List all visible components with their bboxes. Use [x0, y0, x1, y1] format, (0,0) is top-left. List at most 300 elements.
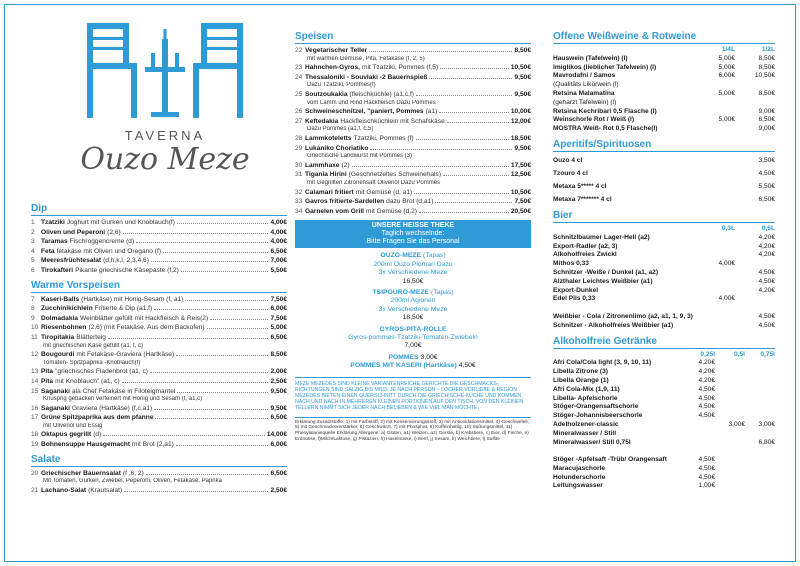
- drink-price: [685, 439, 715, 448]
- drink-name: Edel Pils 0,33: [553, 295, 596, 303]
- item-dots: [439, 107, 509, 113]
- item-dots: [154, 304, 268, 310]
- drink-name: Mavrodafni / Samos: [553, 72, 616, 80]
- item-price: 10,00€: [510, 108, 531, 116]
- drink-price: [715, 412, 745, 421]
- item-name: Oliven und Peperoni: [41, 228, 106, 236]
- item-name: Tzatziki: [41, 219, 65, 226]
- menu-item: [31, 228, 287, 238]
- menu-item: [295, 170, 531, 180]
- item-price: 12,00€: [510, 117, 531, 125]
- item-dots: [429, 73, 512, 79]
- item-number: 12: [31, 351, 39, 359]
- drink-price: [699, 99, 735, 108]
- item-description: Tzatziki, Pommes (f): [353, 134, 414, 142]
- item-subtext: Dazu Pommes (a1,f, c,5): [307, 126, 374, 133]
- drink-name: Libella Orange (1): [553, 376, 609, 384]
- item-name: Schweineschnitzel, "paniert, Pommes: [305, 108, 424, 116]
- drink-price: [699, 251, 735, 260]
- pommes-kaseri-label: POMMES MIT KASERI (Hartkäse): [350, 362, 457, 370]
- item-price: 5,00€: [270, 324, 287, 332]
- drink-price: 5,00€: [718, 89, 735, 97]
- drink-price: 4,50€: [698, 473, 715, 481]
- item-number: 16: [31, 404, 39, 412]
- drink-price: [699, 287, 735, 296]
- item-name: Gavros fritierte-Sardellen: [305, 198, 385, 206]
- menu-item: [31, 440, 287, 450]
- special-line1: 200ml Ouzo Plomari Dazu: [373, 260, 453, 268]
- menu-item: [31, 333, 287, 343]
- drink-price: 4,00€: [718, 295, 735, 303]
- item-dots: [416, 134, 509, 140]
- item-number: 10: [31, 324, 39, 332]
- item-number: 3: [31, 238, 35, 246]
- item-dots: [177, 218, 269, 224]
- item-dots: [136, 237, 268, 243]
- item-price: 4,00€: [270, 219, 287, 226]
- drink-name: Afri Cola-Mix (1,9, 11): [553, 385, 620, 393]
- menu-item: [31, 323, 287, 333]
- drink-price: [745, 368, 775, 377]
- drink-price: [745, 482, 775, 491]
- logo-taverna-text: TAVERNA: [124, 128, 206, 143]
- drink-price: 5,50€: [758, 182, 775, 190]
- item-price: 10,50€: [510, 64, 531, 72]
- item-number: 22: [295, 47, 303, 54]
- menu-item: [31, 314, 287, 324]
- item-dots: [123, 228, 269, 234]
- item-name: Meeresfrüchtesalat: [41, 257, 102, 265]
- item-price: 17,50€: [510, 161, 531, 169]
- item-dots: [146, 469, 269, 475]
- special-line1: Gyros-pommes-Tzatziki-Tomaten-Zwiebeln: [348, 333, 478, 341]
- item-price: 9,50€: [514, 90, 531, 98]
- item-number: 33: [295, 198, 303, 206]
- item-subtext: Tomaten- Spitzpaprika -Knoblauch(f): [43, 359, 141, 366]
- item-dots: [176, 350, 268, 356]
- drink-price: [745, 456, 775, 465]
- drink-price: [715, 395, 745, 404]
- drink-price: 4,20€: [758, 242, 775, 250]
- menu-item: [295, 207, 531, 217]
- item-number: 5: [31, 257, 35, 265]
- item-dots: [352, 161, 509, 167]
- item-number: 6: [31, 266, 35, 274]
- drink-price: [745, 412, 775, 421]
- item-dots: [176, 440, 269, 446]
- menu-item: [295, 161, 531, 171]
- section-title-bier: Bier: [553, 210, 775, 223]
- drink-name: Schnitzer - Alkoholfreies Weißbier (a1): [553, 321, 674, 329]
- item-dots: [419, 207, 509, 213]
- drink-price: [715, 386, 745, 395]
- item-subtext: mit Gegrillten Zitronensaft Olivenöl Dazu Pommes: [307, 179, 441, 186]
- drink-name: Weinschorle Rot / Weiß (l): [553, 116, 635, 124]
- menu-page: [4, 4, 796, 562]
- drink-name: Holunderschorle: [553, 473, 606, 481]
- item-dots: [370, 144, 512, 150]
- item-number: 30: [295, 161, 303, 169]
- drink-name: Mineralwasser / Still: [553, 429, 617, 437]
- menu-item: [31, 304, 287, 314]
- section-title-alkfrei: Alkoholfreie Getränke: [553, 336, 775, 349]
- item-subtext: mit Olivenöl und Essig: [43, 422, 103, 429]
- item-dots: [151, 256, 269, 262]
- item-dots: [155, 413, 268, 419]
- item-price: 6,00€: [270, 441, 287, 449]
- drink-price: [735, 295, 775, 304]
- item-description: Joghurt mit Gurken und Knoblauch(f): [66, 219, 175, 226]
- item-description: mit Brot (2,a1): [132, 441, 174, 449]
- special-title-line: [295, 289, 531, 297]
- drink-price: [715, 447, 745, 456]
- item-number: 14: [31, 377, 39, 385]
- drink-price: 4,20€: [758, 251, 775, 259]
- item-number: 1: [31, 219, 35, 226]
- drink-name: Retsina Malamatina: [553, 89, 615, 97]
- item-name: Soutzoukakia: [305, 90, 348, 98]
- theke-title: UNSERE HEISSE THEKE: [371, 222, 455, 230]
- item-name: Lukaniko Choriatiko: [305, 144, 369, 152]
- special-line1: 200ml Agioneri: [390, 297, 436, 305]
- item-description: (Krautsalat): [88, 486, 123, 494]
- alkfrei-header-05: 0,5l: [734, 350, 745, 358]
- drink-price: 1,00€: [698, 482, 715, 490]
- drink-price: [745, 447, 775, 456]
- drink-name: Stöger -Apfelsaft -Trüb/ Orangensaft: [553, 456, 667, 464]
- menu-item: [295, 90, 531, 100]
- drink-name: (Qualitäts Likörwein (l): [553, 81, 619, 89]
- menu-item: [31, 256, 287, 266]
- item-name: Calamari fritiert: [305, 188, 354, 196]
- drink-price: 3,00€: [758, 420, 775, 428]
- drink-price: 5,00€: [718, 54, 735, 62]
- item-price: 2,50€: [270, 486, 287, 494]
- item-dots: [447, 117, 509, 123]
- section-title-speisen: Speisen: [295, 31, 531, 44]
- drink-price: [699, 313, 735, 322]
- item-price: 4,00€: [270, 228, 287, 236]
- item-number: 27: [295, 117, 303, 125]
- item-description: mit Gemüse (d,2): [366, 207, 417, 215]
- drink-name: Stöger-Johannisbeerschorle: [553, 412, 643, 420]
- drink-price: [699, 108, 735, 117]
- item-description: mit Gemüse (d, a1): [355, 188, 413, 196]
- item-price: 7,00€: [270, 257, 287, 265]
- special-price: 16,50€: [402, 277, 424, 285]
- alkfrei-header-025: 0,25l: [700, 350, 715, 358]
- item-name: Zucchinikichlein: [41, 305, 93, 313]
- drink-price: 4,50€: [758, 268, 775, 276]
- item-number: 7: [31, 295, 35, 303]
- item-description: Fritierte & Dip (a1,f): [94, 305, 153, 313]
- item-description: (a1): [425, 108, 438, 116]
- item-subtext: vom Lamm und Rind Hackfleisch Dazu Pommes: [307, 99, 436, 106]
- drink-name: (geharzt Tafelwein) (l): [553, 98, 617, 106]
- item-price: 20,50€: [510, 207, 531, 215]
- drink-price: [685, 430, 715, 439]
- drink-name: Ouzo 4 cl: [553, 156, 583, 164]
- drink-price: [685, 421, 715, 430]
- drink-name: Weißbier - Cola / Zitronenlimo (a2, a1, 1, 9, 3): [553, 312, 693, 320]
- item-price: 12,50€: [510, 171, 531, 179]
- footnote-allergens: Erklärung Zusatzstoffe: 1) mit Farbstoff, 2) mit Konservierungsstoff, 3) mit Antioxidationsmittel, 4) Geschwefelt, 5) mit Geschmacksverstärker, 6) Geschwärzt, 7) mit Phosphat, 9) Koffeinhaltig, 10) Süßungsmittel, 11) Phenylalaninquelle Erklärung Allergene: a) Gluten, a1) Weizen, a2) Gerste, b) Krebstiere, c) Eier, d) Fische, e) Erdnüsse, f)Milch/Laktose, g) Pistazien, h) Haselnüsse, i) Senf, j) Sesam, k) Weichtiere, l) Sulfite: [295, 417, 531, 443]
- drink-price: 4,50€: [698, 464, 715, 472]
- item-price: 6,50€: [270, 414, 287, 422]
- menu-item: [31, 295, 287, 305]
- item-name: Oktapus gegrillt: [41, 431, 92, 439]
- section-title-aperitif: Aperitifs/Spirituosen: [553, 139, 775, 152]
- menu-item: [295, 63, 531, 73]
- item-name: Grüne Spitzpaprika aus dem pfanne: [41, 414, 154, 422]
- drink-name: Maracujaschorle: [553, 464, 606, 472]
- column-left: [31, 203, 287, 495]
- drink-price: [745, 403, 775, 412]
- item-name: Lammkoteletts: [305, 134, 352, 142]
- drink-price: [685, 447, 715, 456]
- drink-price: [745, 386, 775, 395]
- drink-price: [715, 403, 745, 412]
- drink-price: [699, 278, 735, 287]
- item-subtext: mit warmen Gemüse, Pita, Fetakäse (f, 2, 5): [307, 55, 425, 62]
- menu-item: [31, 377, 287, 387]
- drink-price: 4,50€: [698, 394, 715, 402]
- item-name: Tirokafteri: [41, 266, 74, 274]
- drink-price: [745, 377, 775, 386]
- item-subtext: Dazu Tzatziki, Pommes(f): [307, 82, 376, 89]
- drink-price: [715, 465, 745, 474]
- item-dots: [210, 314, 268, 320]
- item-description: (Hartkäse) mit Honig-Sesam (f, a1): [81, 295, 184, 303]
- drink-name: Hauswein (Tafelwein) (l): [553, 54, 628, 62]
- drink-price: [745, 430, 775, 439]
- drink-price: [735, 304, 775, 313]
- item-name: Vegetarischer Teller: [305, 47, 368, 54]
- special-block: [295, 252, 531, 286]
- menu-item: [31, 266, 287, 276]
- theke-line2: Taglich wechselnde:: [381, 230, 445, 238]
- item-dots: [207, 323, 269, 329]
- drink-price: [715, 482, 745, 491]
- drink-name: Tzouro 4 cl: [553, 169, 588, 177]
- special-line2: 3x Verschiedene Meze: [378, 269, 448, 277]
- section-title-salate: Salate: [31, 454, 287, 467]
- drink-price: 9,00€: [758, 107, 775, 115]
- menu-item: [295, 73, 531, 83]
- item-name: Garnelen vom Grill: [305, 207, 364, 215]
- drink-price: [745, 474, 775, 483]
- item-dots: [103, 430, 265, 436]
- drink-name: Retsina Kechribari 0,5 Flasche (l): [553, 107, 657, 115]
- item-description: (2,6): [107, 228, 121, 236]
- item-description: ala Chef Fetakäse in Filoteigmantel: [71, 387, 176, 395]
- item-number: 32: [295, 188, 303, 196]
- item-subtext: Griechische Landwurst mit Pommes (3): [307, 153, 413, 160]
- drink-price: [715, 377, 745, 386]
- drink-price: 10,50€: [754, 72, 775, 80]
- special-title: TSIPOURO-MEZE: [372, 288, 430, 296]
- item-name: Kaseri-Balls: [41, 295, 80, 303]
- drink-price: [715, 368, 745, 377]
- menu-item: [295, 46, 531, 56]
- item-number: 19: [31, 441, 39, 449]
- item-price: 10,50€: [510, 188, 531, 196]
- item-name: Bougourdi: [41, 351, 75, 359]
- item-dots: [440, 63, 509, 69]
- taverna-logo: [65, 15, 265, 205]
- drink-price: [699, 125, 735, 134]
- alkfrei-header-075: 0,75l: [760, 350, 775, 358]
- drink-price: 4,50€: [698, 385, 715, 393]
- drink-price: [735, 99, 775, 108]
- item-number: 26: [295, 108, 303, 116]
- item-price: 2,00€: [270, 368, 287, 376]
- item-name: Riesenbohnen: [41, 324, 87, 332]
- drink-price: 4,20€: [698, 376, 715, 384]
- item-name: Hahnchen-Gyros,: [305, 64, 360, 72]
- drink-price: [715, 359, 745, 368]
- section-title-warm: Warme Vorspeisen: [31, 280, 287, 293]
- item-price: 2,50€: [270, 377, 287, 385]
- item-number: 23: [295, 64, 303, 72]
- special-block: [295, 326, 531, 351]
- item-subtext: Knusprig gebacken verfeinert mit Honig und Sesam (f, a1,c): [43, 396, 203, 403]
- menu-item: [31, 469, 287, 479]
- item-number: 8: [31, 305, 35, 313]
- drink-price: [715, 474, 745, 483]
- drink-price: [745, 359, 775, 368]
- special-price: 18,50€: [402, 314, 424, 322]
- drink-price: 5,00€: [718, 116, 735, 124]
- drink-price: 4,50€: [758, 312, 775, 320]
- item-name: Bohnensuppe Hausgemacht: [41, 441, 131, 449]
- item-dots: [414, 188, 509, 194]
- drink-price: [699, 81, 735, 90]
- section-title-wein: Offene Weißweine & Rotweine: [553, 31, 775, 44]
- item-name: Saganaki: [41, 404, 70, 412]
- specials-list: [295, 252, 531, 350]
- drink-price: 6,50€: [758, 195, 775, 203]
- drink-price: [745, 465, 775, 474]
- drink-price: 4,20€: [758, 286, 775, 294]
- item-description: (d,h,k,l, 2,3,4,6): [103, 257, 149, 265]
- item-number: 20: [31, 469, 39, 477]
- item-price: 6,50€: [270, 247, 287, 255]
- item-description: "griechisches Fladenbrot (a1, c): [55, 368, 148, 376]
- item-price: 14,00€: [266, 431, 287, 439]
- item-name: Tigania Hirini: [305, 171, 347, 179]
- special-title: GYROS-PITA-ROLLE: [379, 325, 447, 333]
- drink-price: [735, 260, 775, 269]
- item-description: mit Tzatziki, Pommes (f,5): [361, 64, 439, 72]
- pommes-line: [295, 354, 531, 362]
- item-number: 11: [31, 333, 38, 341]
- item-dots: [163, 247, 268, 253]
- speisen-list: [295, 46, 531, 216]
- special-block: [295, 289, 531, 323]
- item-name: Tiropitakia: [41, 333, 75, 341]
- aperitif-table: [553, 154, 775, 206]
- drink-name: Alkoholfreies Zwickl: [553, 251, 617, 259]
- section-title-dip: Dip: [31, 203, 287, 216]
- item-description: (Geschnetzeltes Schweinehals): [348, 171, 442, 179]
- drink-price: 4,50€: [758, 169, 775, 177]
- menu-item: [295, 134, 531, 144]
- item-description: Blätterteig: [76, 333, 106, 341]
- drink-price: [715, 439, 745, 448]
- drink-price: [699, 322, 735, 331]
- special-title: OUZO-MEZE: [380, 252, 422, 260]
- drink-name: Schnitzer -Weiße / Dunkel (a1, a2): [553, 268, 659, 276]
- item-number: 34: [295, 207, 303, 215]
- item-name: Feta: [41, 247, 55, 255]
- drink-price: 4,50€: [698, 412, 715, 420]
- menu-item: [295, 144, 531, 154]
- item-dots: [443, 170, 509, 176]
- drink-price: 8,50€: [758, 89, 775, 97]
- drink-price: 4,00€: [718, 260, 735, 268]
- item-number: 31: [295, 171, 303, 179]
- item-number: 15: [31, 387, 39, 395]
- bier-header-05: 0,5L: [761, 224, 775, 232]
- drink-price: 4,20€: [698, 368, 715, 376]
- item-price: 9,50€: [270, 387, 287, 395]
- warm-list: [31, 295, 287, 450]
- menu-item: [31, 237, 287, 247]
- drink-name: Alzthaler Leichtes Weißbier (a1): [553, 277, 653, 285]
- item-price: 7,50€: [514, 198, 531, 206]
- item-dots: [185, 295, 268, 301]
- item-dots: [177, 387, 268, 393]
- item-price: 18,50€: [510, 134, 531, 142]
- drink-price: [699, 269, 735, 278]
- menu-item: [31, 413, 287, 423]
- item-number: 24: [295, 73, 303, 81]
- bier-table: [553, 225, 775, 331]
- item-subtext: mit griechischen Käse gefüllt (a1, f, c): [43, 342, 144, 349]
- item-number: 28: [295, 134, 303, 142]
- drink-price: [745, 395, 775, 404]
- drink-name: Mineralwasser/ Still 0,75l: [553, 438, 631, 446]
- drink-name: MOSTRA Weiß- Rot 0,5 Flasche(l): [553, 125, 658, 133]
- logo-ouzo-meze-text: Ouzo Meze: [80, 142, 250, 177]
- item-price: 9,50€: [514, 144, 531, 152]
- item-number: 13: [31, 368, 39, 376]
- column-right: [553, 31, 775, 491]
- item-description: (d): [93, 431, 102, 439]
- menu-item: [31, 404, 287, 414]
- item-dots: [124, 486, 268, 492]
- item-description: mit Knoblauch" (a1, c): [55, 377, 120, 385]
- drink-price: 6,80€: [758, 438, 775, 446]
- item-dots: [181, 266, 269, 272]
- theke-line3: Bitte Fragen Sie das Personal: [366, 238, 460, 246]
- bier-header-03: 0,3L: [721, 224, 735, 232]
- menu-item: [295, 197, 531, 207]
- drink-price: 3,50€: [758, 156, 775, 164]
- special-tag: (Tapas): [430, 288, 454, 296]
- item-description: (fleischküchle) (a1,c,f): [349, 90, 415, 98]
- item-price: 7,50€: [270, 295, 287, 303]
- drink-price: 6,50€: [758, 116, 775, 124]
- drink-price: 4,50€: [698, 456, 715, 464]
- dip-list: [31, 218, 287, 276]
- item-description: Hackfleischküchlein mit Schafskäse: [340, 117, 445, 125]
- drink-price: 4,50€: [758, 321, 775, 329]
- item-description: Pikante griechische Käsepaste (f,2): [75, 266, 179, 274]
- menu-item: [31, 367, 287, 377]
- menu-item: [31, 430, 287, 440]
